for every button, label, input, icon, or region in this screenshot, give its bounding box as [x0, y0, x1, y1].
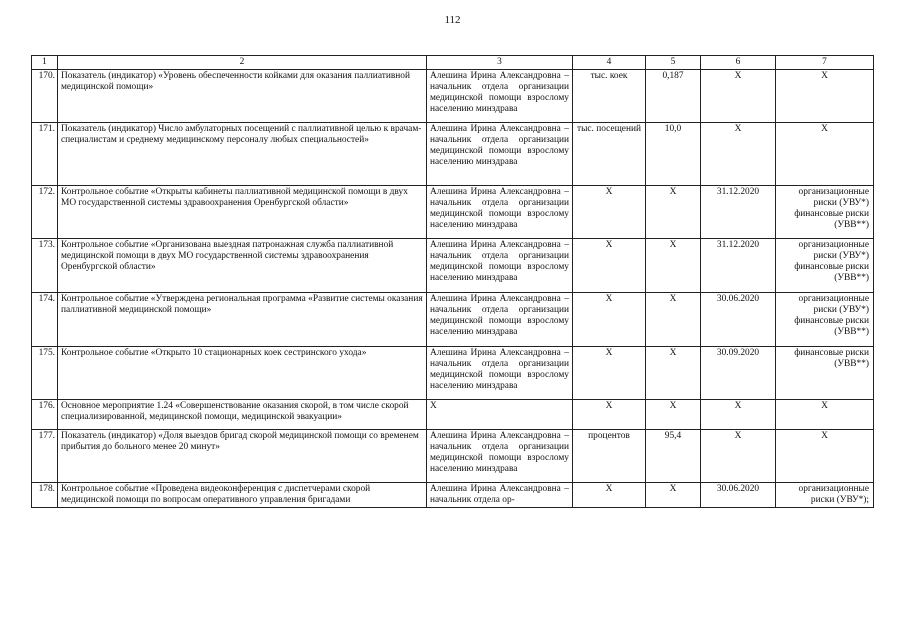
row-date: Х	[701, 400, 776, 430]
risk-line: (УВВ**)	[834, 327, 869, 337]
table-row	[32, 123, 874, 186]
row-unit: процентов	[573, 430, 646, 483]
row-date: 31.12.2020	[701, 186, 776, 239]
header-row	[32, 56, 874, 70]
row-number: 178.	[32, 483, 58, 508]
risk-line: риски (УВУ*);	[810, 495, 869, 505]
row-name: Показатель (индикатор) «Уровень обеспеченности койками для оказания паллиативной медицинской помощи»	[58, 70, 427, 123]
table-row	[32, 293, 874, 347]
row-value: Х	[646, 186, 701, 239]
column-header: 7	[776, 56, 874, 70]
risk-line: риски (УВУ*)	[813, 305, 869, 315]
row-value: 95,4	[646, 430, 701, 483]
row-responsible: Алешина Ирина Александровна – начальник отдела организации медицинской помощи взрослому населению минздрава	[427, 186, 573, 239]
table-row	[32, 430, 874, 483]
row-number: 176.	[32, 400, 58, 430]
row-name: Показатель (индикатор) Число амбулаторных посещений с паллиативной целью к врачам-специалистам и среднему медицинскому персоналу любых специальностей»	[58, 123, 427, 186]
risk-line: Х	[821, 124, 828, 134]
risk-line: Х	[821, 71, 828, 81]
risk-line: организационные	[798, 240, 869, 250]
row-risk	[776, 186, 874, 239]
row-responsible: Алешина Ирина Александровна – начальник отдела организации медицинской помощи взрослому населению минздрава	[427, 239, 573, 293]
row-risk	[776, 483, 874, 508]
row-unit: тыс. коек	[573, 70, 646, 123]
row-risk	[776, 239, 874, 293]
row-name: Контрольное событие «Открыты кабинеты паллиативной медицинской помощи в двух МО государственной системы здравоохранения Оренбургской области»	[58, 186, 427, 239]
row-number: 175.	[32, 347, 58, 400]
table-row	[32, 347, 874, 400]
row-number: 170.	[32, 70, 58, 123]
risk-line: Х	[821, 401, 828, 411]
risk-line: финансовые риски	[794, 348, 869, 358]
row-date: Х	[701, 430, 776, 483]
row-unit: Х	[573, 347, 646, 400]
risk-line: финансовые риски	[794, 209, 869, 219]
row-value: Х	[646, 483, 701, 508]
plan-table	[31, 55, 874, 508]
row-unit: Х	[573, 483, 646, 508]
row-value: 10,0	[646, 123, 701, 186]
page-number: 112	[444, 14, 461, 26]
risk-line: организационные	[798, 294, 869, 304]
row-risk	[776, 123, 874, 186]
risk-line: финансовые риски	[794, 316, 869, 326]
table-row	[32, 239, 874, 293]
column-header: 5	[646, 56, 701, 70]
risk-line: (УВВ**)	[834, 359, 869, 369]
risk-line: (УВВ**)	[834, 220, 869, 230]
row-value: Х	[646, 293, 701, 347]
row-number: 171.	[32, 123, 58, 186]
row-name: Контрольное событие «Утверждена региональная программа «Развитие системы оказания паллиативной медицинской помощи»	[58, 293, 427, 347]
row-unit: Х	[573, 293, 646, 347]
column-header: 2	[58, 56, 427, 70]
row-value: Х	[646, 347, 701, 400]
row-date: Х	[701, 70, 776, 123]
row-number: 173.	[32, 239, 58, 293]
row-date: Х	[701, 123, 776, 186]
table-row	[32, 483, 874, 508]
row-risk	[776, 400, 874, 430]
column-header: 6	[701, 56, 776, 70]
risk-line: организационные	[798, 187, 869, 197]
risk-line: Х	[821, 431, 828, 441]
column-header: 4	[573, 56, 646, 70]
row-responsible: Алешина Ирина Александровна – начальник отдела ор-	[427, 483, 573, 508]
row-risk	[776, 347, 874, 400]
risk-line: риски (УВУ*)	[813, 198, 869, 208]
row-name: Контрольное событие «Организована выездная патронажная служба паллиативной медицинской помощи в двух МО государственной системы здравоохранения Оренбургской области»	[58, 239, 427, 293]
row-responsible: Алешина Ирина Александровна – начальник отдела организации медицинской помощи взрослому населению минздрава	[427, 70, 573, 123]
row-risk	[776, 70, 874, 123]
row-responsible: Алешина Ирина Александровна – начальник отдела организации медицинской помощи взрослому населению минздрава	[427, 123, 573, 186]
row-name: Основное мероприятие 1.24 «Совершенствование оказания скорой, в том числе скорой специализированной, медицинской помощи, медицинской эвакуации»	[58, 400, 427, 430]
row-date: 30.06.2020	[701, 293, 776, 347]
risk-line: риски (УВУ*)	[813, 251, 869, 261]
risk-line: организационные	[798, 484, 869, 494]
table-row	[32, 70, 874, 123]
row-responsible: Алешина Ирина Александровна – начальник отдела организации медицинской помощи взрослому населению минздрава	[427, 347, 573, 400]
row-date: 31.12.2020	[701, 239, 776, 293]
row-number: 174.	[32, 293, 58, 347]
row-unit: тыс. посещений	[573, 123, 646, 186]
risk-line: финансовые риски	[794, 262, 869, 272]
row-date: 30.06.2020	[701, 483, 776, 508]
row-unit: Х	[573, 239, 646, 293]
column-header: 3	[427, 56, 573, 70]
row-value: 0,187	[646, 70, 701, 123]
row-date: 30.09.2020	[701, 347, 776, 400]
row-name: Контрольное событие «Проведена видеоконференция с диспетчерами скорой медицинской помощи по вопросам оперативного управления бригадами	[58, 483, 427, 508]
row-number: 177.	[32, 430, 58, 483]
row-value: Х	[646, 239, 701, 293]
column-header: 1	[32, 56, 58, 70]
row-responsible: Х	[427, 400, 573, 430]
row-responsible: Алешина Ирина Александровна – начальник отдела организации медицинской помощи взрослому населению минздрава	[427, 430, 573, 483]
row-name: Показатель (индикатор) «Доля выездов бригад скорой медицинской помощи со временем прибытия до больного менее 20 минут»	[58, 430, 427, 483]
row-name: Контрольное событие «Открыто 10 стационарных коек сестринского ухода»	[58, 347, 427, 400]
row-number: 172.	[32, 186, 58, 239]
table-row	[32, 186, 874, 239]
row-risk	[776, 430, 874, 483]
row-responsible: Алешина Ирина Александровна – начальник отдела организации медицинской помощи взрослому населению минздрава	[427, 293, 573, 347]
table-row	[32, 400, 874, 430]
row-value: Х	[646, 400, 701, 430]
row-unit: Х	[573, 400, 646, 430]
row-unit: Х	[573, 186, 646, 239]
row-risk	[776, 293, 874, 347]
risk-line: (УВВ**)	[834, 273, 869, 283]
